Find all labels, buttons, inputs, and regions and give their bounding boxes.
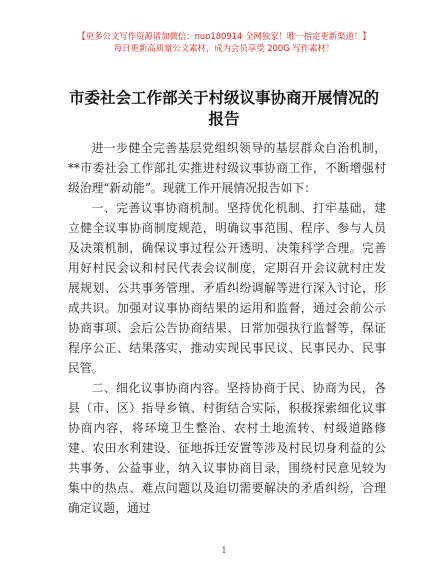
promo-banner-line-2: 每日更新高质量公文素材，成为会员享受 200G 写作素材！ <box>113 43 335 53</box>
document-body <box>68 138 386 518</box>
intro-paragraph: 进一步健全完善基层党组织领导的基层群众自治机制，**市委社会工作部扎实推进村级议事协商工作，不断增强村级治理“新动能”。现就工作开展情况报告如下： <box>68 141 386 195</box>
document-title <box>40 88 408 130</box>
section-1-paragraph: 一、完善议事协商机制。坚持优化机制、打牢基础，建立健全议事协商制度规范，明确议事范围、程序、参与人员及决策机制，确保议事过程公开透明、决策科学合理。完善用好村民会议和村民代表会议制度，定期召开会议就村庄发展规划、公共事务管理、矛盾纠纷调解等进行深入讨论，形成共识。加强对议事协商结果的运用和监督，通过会前公示协商事项、会后公告协商结果、日常加强执行监督等，保证程序公正、结果落实，推动实现民事民议、民事民办、民事民管。 <box>68 201 386 375</box>
document-title-line-1: 市委社会工作部关于村级议事协商开展情况的 <box>68 89 379 107</box>
promo-banner-line-1: 【更多公文写作资源请加微信：nuo180914 全网独家！唯一指定更新渠道！】 <box>77 31 371 41</box>
section-2-paragraph: 二、细化议事协商内容。坚持协商于民、协商为民，各县（市、区）指导乡镇、村街结合实际，积极探索细化议事协商内容，将环境卫生整治、农村土地流转、村级道路修建、农田水利建设、征地拆迁安置等涉及村民切身利益的公共事务、公益事业，纳入议事协商目录，围绕村民意见较为集中的热点、难点问题以及迫切需要解决的矛盾纠纷，合理确定议题，通过 <box>68 381 386 515</box>
document-title-line-2: 报告 <box>208 110 240 128</box>
promo-banner <box>0 30 448 54</box>
page-number: 1 <box>221 546 227 555</box>
